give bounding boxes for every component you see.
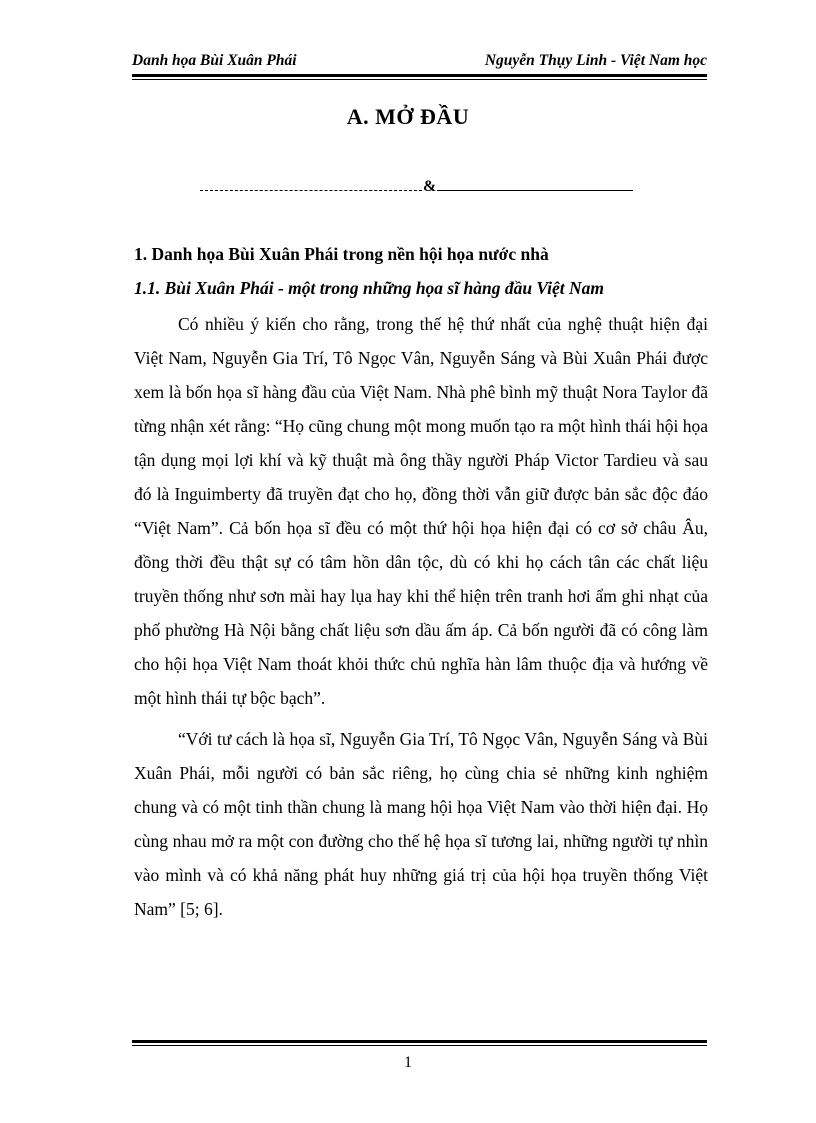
- header-rule-thick: [132, 74, 707, 77]
- body-paragraph-1: Có nhiều ý kiến cho rằng, trong thế hệ thứ nhất của nghệ thuật hiện đại Việt Nam, Nguyễn Gia Trí, Tô Ngọc Vân, Nguyễn Sáng và Bùi Xuân Phái được xem là bốn họa sĩ hàng đầu của Việt Nam. Nhà phê bình mỹ thuật Nora Taylor đã từng nhận xét rằng: “Họ cũng chung một mong muốn tạo ra một hình thái hội họa tận dụng mọi lợi khí và kỹ thuật mà ông thầy người Pháp Victor Tardieu và sau đó là Inguimberty đã truyền đạt cho họ, đồng thời vẫn giữ được bản sắc độc đáo “Việt Nam”. Cả bốn họa sĩ đều có một thứ hội họa hiện đại có cơ sở châu Âu, đồng thời đều thật sự có tâm hồn dân tộc, dù có khi họ cách tân các chất liệu truyền thống như sơn mài hay lụa hay khi thể hiện trên tranh hơi ẩm ghi nhạt của phố phường Hà Nội bằng chất liệu sơn dầu ấm áp. Cả bốn người đã có công làm cho hội họa Việt Nam thoát khỏi thức chủ nghĩa hàn lâm thuộc địa và hướng về một hình thái tự bộc bạch”.: [134, 314, 708, 708]
- divider-ampersand: &: [423, 178, 437, 195]
- page-header: [132, 50, 707, 74]
- page-title: A. MỞ ĐẦU: [346, 104, 470, 129]
- header-rule-thin: [132, 79, 707, 80]
- header-author: Nguyễn Thụy Linh - Việt Nam học: [484, 52, 707, 69]
- subsection-heading: 1.1. Bùi Xuân Phái - một trong những họa sĩ hàng đầu Việt Nam: [134, 278, 605, 298]
- section-divider: [200, 178, 633, 202]
- body-paragraph-2: “Với tư cách là họa sĩ, Nguyễn Gia Trí, Tô Ngọc Vân, Nguyễn Sáng và Bùi Xuân Phái, mỗi người có bản sắc riêng, họ cùng chia sẻ những kinh nghiệm chung và có một tinh thần chung là mang hội họa Việt Nam vào thời hiện đại. Họ cùng nhau mở ra một con đường cho thế hệ họa sĩ tương lai, những người tự nhìn vào mình và có khả năng phát huy những giá trị của hội họa truyền thống Việt Nam” [5; 6].: [134, 729, 708, 919]
- divider-dashes-left: [200, 180, 422, 191]
- footer-rule-thick: [132, 1040, 707, 1043]
- header-document-title: Danh họa Bùi Xuân Phái: [132, 52, 297, 69]
- section-heading: 1. Danh họa Bùi Xuân Phái trong nền hội họa nước nhà: [134, 244, 549, 264]
- footer-rule-thin: [132, 1045, 707, 1046]
- page-number: 1: [404, 1054, 412, 1071]
- divider-line-right: [437, 180, 633, 191]
